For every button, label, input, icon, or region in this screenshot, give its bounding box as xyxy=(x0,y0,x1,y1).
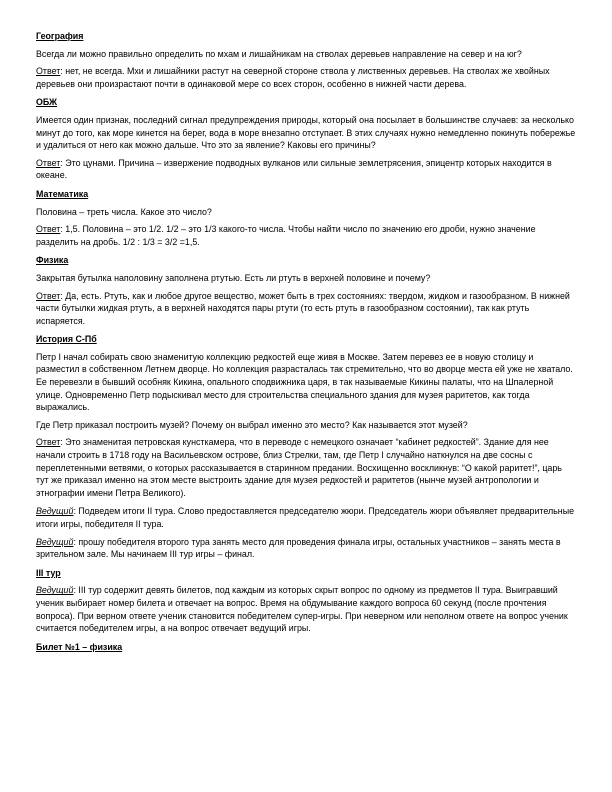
ticket1-heading: Билет №1 – физика xyxy=(36,641,123,652)
question-physics: Закрытая бутылка наполовину заполнена ртутью. Есть ли ртуть в верхней половине и почему? xyxy=(36,272,431,283)
answer-text: : 1,5. Половина – это 1/2. 1/2 – это 1/3 какого-то числа. Чтобы найти число по значению его дроби, нужно значение разделить на дробь. 1/2 : 1/3 = 3/2 =1,5. xyxy=(36,224,536,247)
question-math: Половина – треть числа. Какое это число? xyxy=(36,206,212,217)
section-heading-obzh: ОБЖ xyxy=(36,97,58,108)
answer-text: : Это цунами. Причина – извержение подводных вулканов или сильные землетрясения, эпицентр которых находится в океане. xyxy=(36,157,552,181)
answer-history xyxy=(36,436,576,499)
question-geography: Всегда ли можно правильно определить по мхам и лишайникам на стволах деревьев направление на север и на юг? xyxy=(36,48,522,59)
history-text: Петр I начал собирать свою знаменитую коллекцию редкостей еще живя в Москве. Затем перевез ее в новую столицу и разместил в собственном Летнем дворце. Но коллекция разрасталась так стремительно, что во дворце места ей уже не хватало. Ее перевезли в бывший особняк Кикина, опального сподвижника царя, в так называемые Кикины палаты, что на Шпалерной улице. Одновременно Петр подыскивал место для строительства специального здания для музея раритетов, как тогда выражались. xyxy=(36,351,573,413)
answer-geography xyxy=(36,65,576,90)
answer-label: Ответ xyxy=(36,437,61,448)
answer-text: : Это знаменитая петровская кунсткамера, что в переводе с немецкого означает “кабинет редкостей”. Здание для нее начали строить в 1718 году на Васильевском острове, близ Стрелки, там, где Петр I случайно наткнулся на две сосны с переплетенными ветвями, о которых рассказывается в старинном предании. Восхищенно воскликнув: “О какой раритет!”, царь тут же приказал именно на этом месте выстроить здание для музея редкостей и раритетов (нынче музей антропологии и этнографии имени Петра Великого). xyxy=(36,437,562,498)
round3-body: : III тур содержит девять билетов, под каждым из которых скрыт вопрос по одному из предметов II тура. Выигравший ученик выбирает номер билета и отвечает на вопрос. Время на обдумывание каждого вопроса 60 секунд (после прочтения вопроса). При верном ответе ученик становится победителем супер-игры. При неверном или неполном ответе на вопрос ученик считается победителем игры, а на вопрос отвечает ведущий игры. xyxy=(36,585,568,634)
host-text: : прошу победителя второго тура занять место для проведения финала игры, остальных участников – занять места в зрительном зале. Мы начинаем III тур игры – финал. xyxy=(36,536,561,560)
answer-physics xyxy=(36,290,576,328)
question-obzh: Имеется один признак, последний сигнал предупреждения природы, который она посылает в большинстве случаев: за несколько минут до того, как море кинется на берег, вода в море внезапно отступает. В этих случаях нужно немедленно покинуть побережье и удалиться от него как можно дальше. Что это за явление? Каковы его причины? xyxy=(36,114,576,151)
answer-obzh xyxy=(36,157,576,182)
section-heading-round3: III тур xyxy=(36,567,61,578)
section-heading-math: Математика xyxy=(36,188,89,199)
answer-label: Ответ xyxy=(36,290,61,301)
answer-label: Ответ xyxy=(36,66,61,77)
host-remark-2 xyxy=(36,536,576,561)
host-text: : Подведем итоги II тура. Слово предоставляется председателю жюри. Председатель жюри объявляет предварительные итоги игры, победителя II тура. xyxy=(36,506,575,529)
section-heading-physics: Физика xyxy=(36,255,69,266)
answer-text: : нет, не всегда. Мхи и лишайники растут на северной стороне ствола у лиственных деревьев. На стволах же хвойных деревьев они произрастают почти в одинаковой мере со всех сторон, особенно в нижней части дерева. xyxy=(36,66,550,89)
answer-label: Ответ xyxy=(36,157,61,168)
question-history: Где Петр приказал построить музей? Почему он выбрал именно это место? Как называется этот музей? xyxy=(36,419,468,430)
host-label: Ведущий xyxy=(36,536,74,547)
host-label: Ведущий xyxy=(36,585,74,596)
host-remark-1 xyxy=(36,505,576,530)
round3-text xyxy=(36,584,576,634)
host-label: Ведущий xyxy=(36,506,74,517)
answer-math xyxy=(36,223,576,248)
answer-label: Ответ xyxy=(36,224,61,235)
section-heading-geography: География xyxy=(36,31,84,41)
answer-text: : Да, есть. Ртуть, как и любое другое вещество, может быть в трех состояниях: твердом, жидком и газообразном. В нижней части бутылки жидкая ртуть, а в верхней находятся пары ртути (то есть ртуть в газообразном состоянии), так как ртуть испаряется. xyxy=(36,290,570,326)
section-heading-history: История С-Пб xyxy=(36,334,97,345)
